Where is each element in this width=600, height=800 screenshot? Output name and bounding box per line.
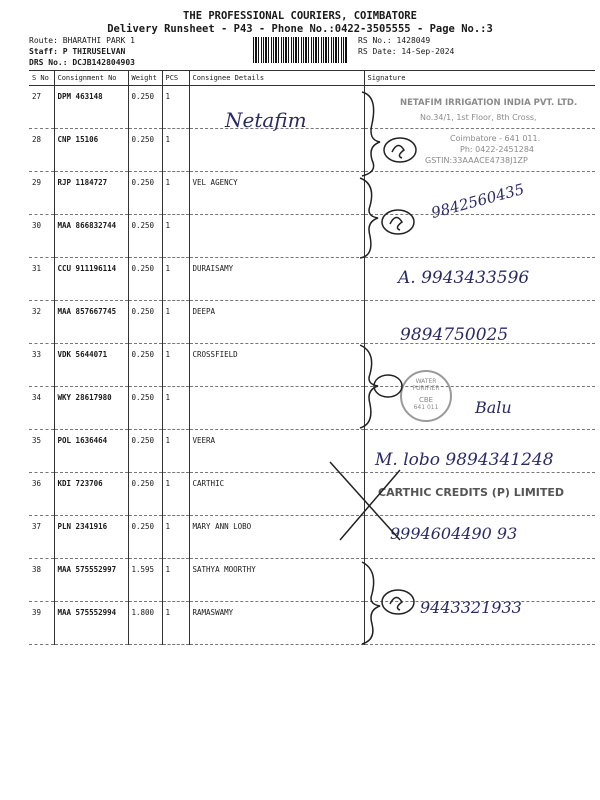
col-consignment: Consignment No xyxy=(54,71,128,86)
sno-cell: 31 xyxy=(29,258,54,301)
sno-cell: 30 xyxy=(29,215,54,258)
handwriting-row37: 9994604490 93 xyxy=(390,524,518,543)
barcode xyxy=(253,37,348,63)
staff-label: Staff: P THIRUSELVAN xyxy=(29,47,126,56)
consignment-cell: MAA 866832744 xyxy=(54,215,128,258)
consignment-cell: PLN 2341916 xyxy=(54,516,128,559)
col-pcs: PCS xyxy=(162,71,189,86)
consignee-cell: VEERA xyxy=(189,430,364,473)
col-weight: Weight xyxy=(128,71,162,86)
consignee-cell xyxy=(189,215,364,258)
weight-cell: 0.250 xyxy=(128,387,162,430)
water-stamp-line2: CBE xyxy=(418,396,434,404)
handwriting-row32: 9894750025 xyxy=(400,325,509,345)
consignment-cell: KDI 723706 xyxy=(54,473,128,516)
weight-cell: 0.250 xyxy=(128,129,162,172)
consignee-cell xyxy=(189,86,364,129)
sno-cell: 35 xyxy=(29,430,54,473)
signature-cell xyxy=(364,430,595,473)
sno-cell: 28 xyxy=(29,129,54,172)
consignment-cell: POL 1636464 xyxy=(54,430,128,473)
weight-cell: 1.595 xyxy=(128,559,162,602)
netafim-stamp-line1: NETAFIM IRRIGATION INDIA PVT. LTD. xyxy=(400,98,578,108)
sno-cell: 37 xyxy=(29,516,54,559)
pcs-cell: 1 xyxy=(162,602,189,645)
carthic-stamp: CARTHIC CREDITS (P) LIMITED xyxy=(378,486,565,499)
handwriting-row34: Balu xyxy=(475,398,512,417)
weight-cell: 0.250 xyxy=(128,344,162,387)
consignment-cell: RJP 1184727 xyxy=(54,172,128,215)
weight-cell: 0.250 xyxy=(128,301,162,344)
runsheet-title: Delivery Runsheet - P43 - Phone No.:0422-3505555 - Page No.:3 xyxy=(107,23,493,35)
consignment-cell: MAA 575552997 xyxy=(54,559,128,602)
consignee-cell: VEL AGENCY xyxy=(189,172,364,215)
consignee-cell xyxy=(189,129,364,172)
weight-cell: 0.250 xyxy=(128,473,162,516)
weight-cell: 0.250 xyxy=(128,430,162,473)
weight-cell: 0.250 xyxy=(128,516,162,559)
signature-cell xyxy=(364,215,595,258)
drs-number: DRS No.: DCJB142804903 xyxy=(29,58,135,67)
consignee-cell: MARY ANN LOBO xyxy=(189,516,364,559)
netafim-stamp-line5: GSTIN:33AAACE4738J1ZP xyxy=(425,156,528,165)
pcs-cell: 1 xyxy=(162,215,189,258)
consignee-cell: DEEPA xyxy=(189,301,364,344)
weight-cell: 0.250 xyxy=(128,258,162,301)
consignee-cell: CROSSFIELD xyxy=(189,344,364,387)
table-row xyxy=(29,172,595,215)
netafim-stamp-line3: Coimbatore - 641 011. xyxy=(450,134,541,143)
signature-cell xyxy=(364,172,595,215)
table-row xyxy=(29,344,595,387)
table-row xyxy=(29,516,595,559)
consignment-cell: DPM 463148 xyxy=(54,86,128,129)
pcs-cell: 1 xyxy=(162,387,189,430)
table-row xyxy=(29,559,595,602)
handwriting-row36: M. lobo 9894341248 xyxy=(375,450,554,470)
consignment-cell: MAA 575552994 xyxy=(54,602,128,645)
water-stamp-line3: 641 011 xyxy=(413,404,439,411)
consignee-cell: RAMASWAMY xyxy=(189,602,364,645)
signature-cell xyxy=(364,344,595,387)
consignee-cell: CARTHIC xyxy=(189,473,364,516)
table-row xyxy=(29,602,595,645)
netafim-stamp-line4: Ph: 0422-2451284 xyxy=(460,145,535,154)
col-consignee: Consignee Details xyxy=(189,71,364,86)
weight-cell: 1.800 xyxy=(128,602,162,645)
signature-cell xyxy=(364,301,595,344)
sno-cell: 36 xyxy=(29,473,54,516)
signature-cell xyxy=(364,387,595,430)
sno-cell: 39 xyxy=(29,602,54,645)
sno-cell: 29 xyxy=(29,172,54,215)
consignment-cell: CNP 15106 xyxy=(54,129,128,172)
rs-number: RS No.: 1428049 xyxy=(358,36,431,45)
table-row xyxy=(29,215,595,258)
pcs-cell: 1 xyxy=(162,430,189,473)
consignment-cell: VDK 5644071 xyxy=(54,344,128,387)
pcs-cell: 1 xyxy=(162,172,189,215)
col-signature: Signature xyxy=(364,71,595,86)
table-row xyxy=(29,258,595,301)
pcs-cell: 1 xyxy=(162,516,189,559)
pcs-cell: 1 xyxy=(162,559,189,602)
table-row xyxy=(29,301,595,344)
sno-cell: 38 xyxy=(29,559,54,602)
water-purifier-stamp xyxy=(400,370,452,422)
consignment-cell: CCU 911196114 xyxy=(54,258,128,301)
consignee-cell: DURAISAMY xyxy=(189,258,364,301)
pcs-cell: 1 xyxy=(162,86,189,129)
handwriting-row39: 9443321933 xyxy=(420,598,522,617)
sno-cell: 34 xyxy=(29,387,54,430)
signature-cell xyxy=(364,258,595,301)
water-stamp-line1: WATER PURIFIER xyxy=(412,378,440,392)
netafim-stamp-line2: No.34/1, 1st Floor, 8th Cross, xyxy=(420,113,537,122)
pcs-cell: 1 xyxy=(162,129,189,172)
company-name: THE PROFESSIONAL COURIERS, COIMBATORE xyxy=(183,10,417,22)
sno-cell: 33 xyxy=(29,344,54,387)
table-header-row xyxy=(29,71,595,86)
weight-cell: 0.250 xyxy=(128,172,162,215)
table-row xyxy=(29,430,595,473)
consignee-cell: SATHYA MOORTHY xyxy=(189,559,364,602)
col-sno: S No xyxy=(29,71,54,86)
rs-date: RS Date: 14-Sep-2024 xyxy=(358,47,455,56)
signature-cell xyxy=(364,602,595,645)
table-row xyxy=(29,387,595,430)
pcs-cell: 1 xyxy=(162,473,189,516)
sno-cell: 27 xyxy=(29,86,54,129)
pcs-cell: 1 xyxy=(162,258,189,301)
consignment-cell: MAA 857667745 xyxy=(54,301,128,344)
signature-cell xyxy=(364,559,595,602)
weight-cell: 0.250 xyxy=(128,215,162,258)
pcs-cell: 1 xyxy=(162,301,189,344)
consignee-cell xyxy=(189,387,364,430)
handwriting-row31: A. 9943433596 xyxy=(398,268,530,288)
signature-cell xyxy=(364,516,595,559)
pcs-cell: 1 xyxy=(162,344,189,387)
sno-cell: 32 xyxy=(29,301,54,344)
consignment-cell: WKY 28617980 xyxy=(54,387,128,430)
route-label: Route: BHARATHI PARK 1 xyxy=(29,36,135,45)
handwriting-row29: 9842560435 xyxy=(429,179,527,223)
weight-cell: 0.250 xyxy=(128,86,162,129)
handwriting-netafim: Netafim xyxy=(225,108,307,132)
